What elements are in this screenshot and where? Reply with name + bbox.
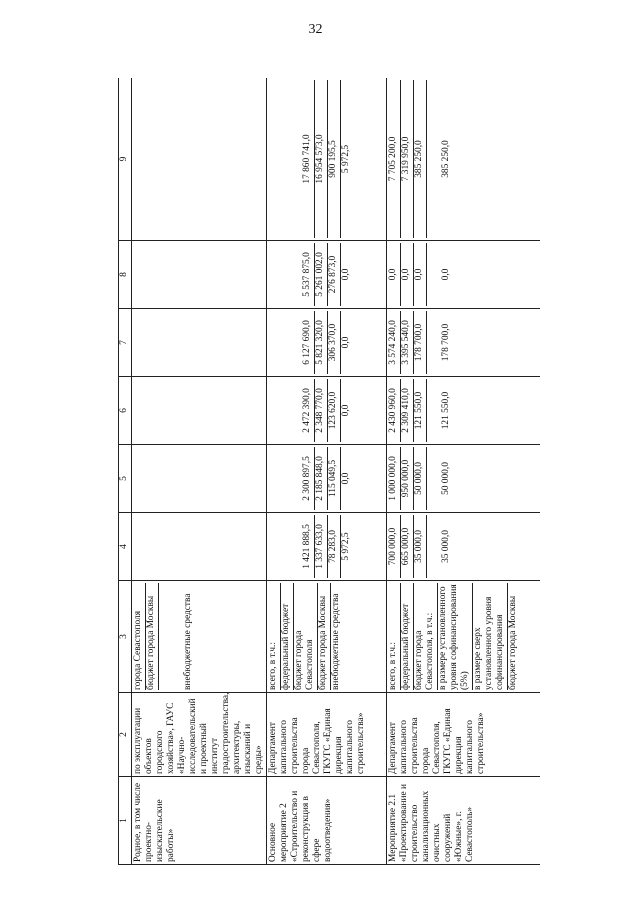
funding-sources	[132, 581, 267, 693]
budget-table	[118, 78, 540, 865]
header-cell: 2	[119, 693, 132, 777]
value: 7 319 950,0	[401, 80, 414, 238]
funding-source: бюджет города Москвы	[318, 583, 331, 690]
value: 2 309 410,0	[401, 379, 414, 442]
value: 0,0	[401, 243, 414, 306]
table-row	[267, 78, 387, 865]
funding-source: бюджет города Москвы	[508, 595, 518, 690]
funding-source: федеральный бюджет	[401, 583, 414, 690]
year-values	[387, 445, 541, 513]
value: 35 000,0	[441, 530, 451, 563]
value: 385 250,0	[441, 140, 451, 178]
header-cell: 5	[119, 445, 132, 513]
value: 35 000,0	[414, 515, 427, 578]
value: 0,0	[340, 472, 351, 485]
value: 700 000,0	[388, 515, 401, 578]
value: 276 873,0	[328, 243, 341, 306]
value: 0,0	[340, 336, 351, 349]
value: 3 574 240,0	[388, 311, 401, 374]
value: 1 000 000,0	[388, 447, 401, 510]
funding-source: внебюджетные средства	[183, 593, 193, 690]
value: 1 337 633,0	[315, 515, 328, 578]
value: 2 300 897,5	[302, 447, 315, 510]
value: 2 430 960,0	[388, 379, 401, 442]
funding-source: бюджет города Севастополя	[294, 583, 318, 690]
value: 178 700,0	[414, 311, 427, 374]
value: 950 000,0	[401, 447, 414, 510]
value: 0,0	[340, 404, 351, 417]
value: 5 821 320,0	[315, 311, 328, 374]
funding-source: бюджет города Москвы	[146, 583, 159, 690]
year-values	[267, 377, 387, 445]
funding-sources	[387, 581, 541, 693]
year-values	[387, 241, 541, 309]
header-cell: 8	[119, 241, 132, 309]
value: 385 250,0	[414, 80, 427, 238]
value: 5 972,5	[340, 532, 351, 561]
value: 5 972,5	[340, 144, 351, 174]
year-values	[387, 309, 541, 377]
rotated-table-area	[118, 78, 540, 865]
value: 3 395 540,0	[401, 311, 414, 374]
value: 900 195,5	[328, 80, 341, 238]
year-values	[267, 309, 387, 377]
value: 2 348 770,0	[315, 379, 328, 442]
page-number: 32	[308, 22, 323, 37]
measure-name: Мероприятие 2.1 «Проектирование и строительство канализационных очистных сооружений «Южные», г. Севастополь»	[387, 777, 541, 865]
funding-sources	[267, 581, 387, 693]
funding-source: всего, в т.ч.:	[388, 583, 401, 690]
value: 17 860 741,0	[302, 80, 315, 238]
value: 16 954 573,0	[315, 80, 328, 238]
value: 2 472 390,0	[302, 379, 315, 442]
funding-source: в размере установленного уровня софинансирования (5%)	[438, 583, 473, 690]
header-cell: 3	[119, 581, 132, 693]
value: 5 261 002,0	[315, 243, 328, 306]
measure-name: Родное, в том числе проектно-изыскательские работы»	[132, 777, 267, 865]
value: 0,0	[441, 268, 451, 281]
executor: Департамент капитального строительства города Севастополя, ГКУГС «Единая дирекция капитального строительства»	[267, 693, 387, 777]
value: 665 000,0	[401, 515, 414, 578]
value: 121 550,0	[441, 391, 451, 430]
value: 50 000,0	[441, 462, 451, 495]
funding-source: всего, в т.ч.:	[268, 583, 281, 690]
header-cell: 4	[119, 513, 132, 581]
year-values	[267, 445, 387, 513]
header-cell: 7	[119, 309, 132, 377]
year-values	[387, 377, 541, 445]
header-cell: 6	[119, 377, 132, 445]
value: 306 370,0	[328, 311, 341, 374]
value: 0,0	[414, 243, 427, 306]
value: 121 550,0	[414, 379, 427, 442]
table-row	[387, 78, 541, 865]
value: 50 000,0	[414, 447, 427, 510]
value: 0,0	[340, 268, 351, 281]
measure-name: Основное мероприятие 2 «Строительство и реконструкция в сфере водоотведения»	[267, 777, 387, 865]
value: 1 421 888,5	[302, 515, 315, 578]
total-values	[387, 78, 541, 241]
year-values	[267, 513, 387, 581]
table-row	[132, 78, 267, 865]
funding-source: внебюджетные средства	[331, 593, 341, 690]
header-cell: 9	[119, 78, 132, 241]
value: 0,0	[388, 243, 401, 306]
value: 78 283,0	[328, 515, 341, 578]
executor: Департамент капитального строительства города Севастополя, ГКУГС «Единая дирекция капитального строительства»	[387, 693, 541, 777]
value: 115 049,5	[328, 447, 341, 510]
header-row	[119, 78, 132, 865]
value: 2 185 848,0	[315, 447, 328, 510]
year-values	[387, 513, 541, 581]
value: 123 620,0	[328, 379, 341, 442]
funding-source: федеральный бюджет	[281, 583, 294, 690]
value: 6 127 690,0	[302, 311, 315, 374]
value: 7 705 200,0	[388, 80, 401, 238]
funding-source: бюджет города Севастополя, в т.ч.:	[414, 583, 438, 690]
executor: по эксплуатации объектов городского хозяйства», ГАУС «Научно-исследовательский и проектный институт градостроительства, архитектуры, изысканий и среды»	[132, 693, 267, 777]
funding-source: города Севастополя	[133, 583, 146, 690]
funding-source: в размере сверх установленного уровня софинансирования	[473, 583, 508, 690]
total-values	[267, 78, 387, 241]
value: 5 537 875,0	[302, 243, 315, 306]
header-cell: 1	[119, 777, 132, 865]
value: 178 700,0	[441, 323, 451, 362]
year-values	[267, 241, 387, 309]
